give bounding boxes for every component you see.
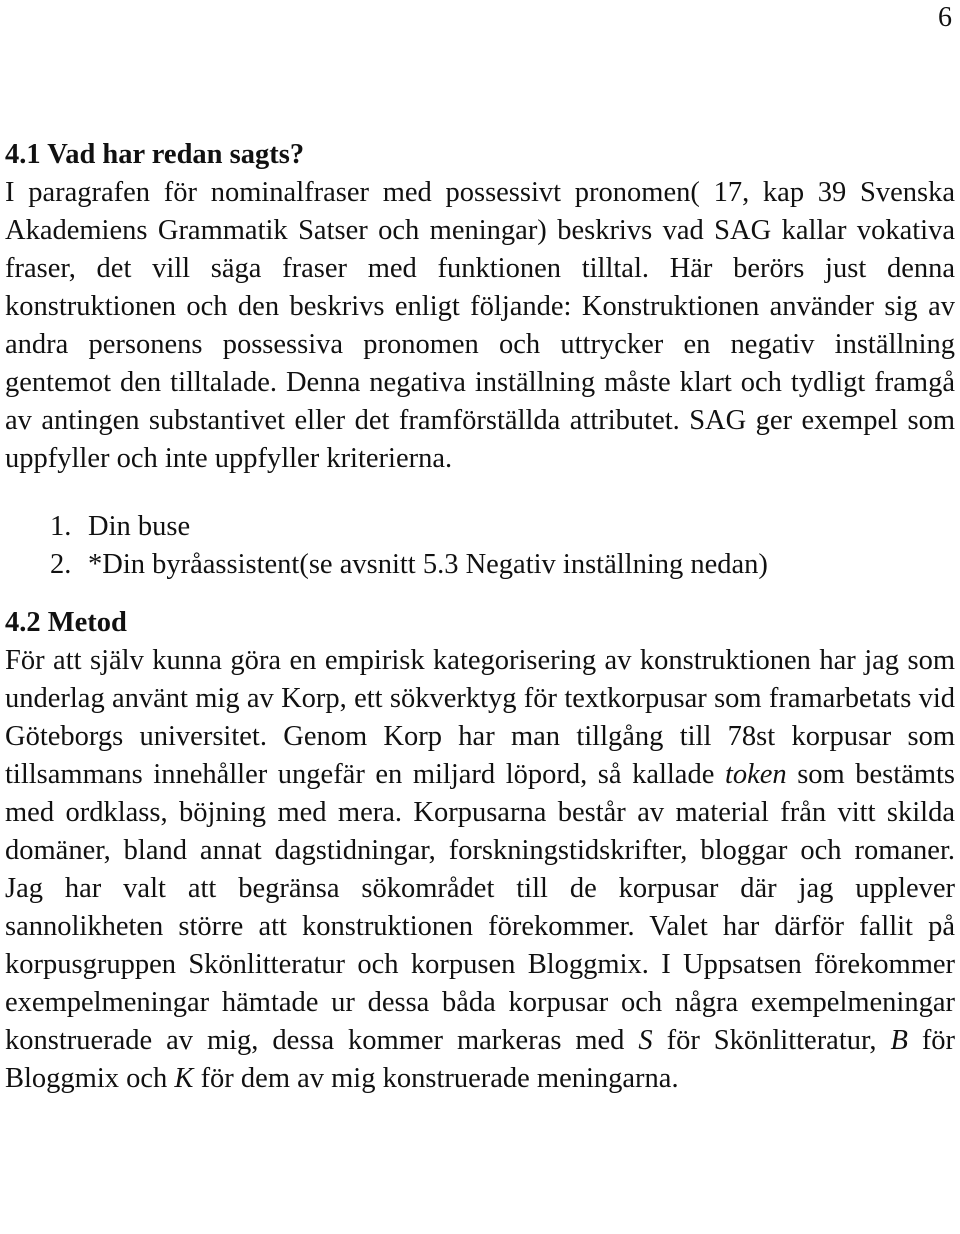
marker-letter: K [174, 1063, 194, 1094]
list-item [50, 508, 955, 546]
marker-letter: B [890, 1025, 908, 1056]
paragraph-text: För att själv kunna göra en empirisk kategorisering av konstruktionen har jag som underlag använt mig av Korp, ett sökverktyg för textkorpusar som framarbetats vid Göteborgs universitet. Genom Korp har man tillgång till 78st korpusar som tillsammans innehåller ungefär en miljard löpord, så kallade [5, 645, 955, 790]
paragraph-text: för Bloggmix och [5, 1025, 956, 1094]
section-heading: 4.2 Metod [5, 607, 127, 638]
paragraph-text: för Skönlitteratur, [666, 1025, 877, 1056]
paragraph [5, 642, 955, 1098]
paragraph-text: som bestämts med ordklass, böjning med mera. Korpusarna består av material från vitt skilda domäner, bland annat dagstidningar, forskningstidskrifter, bloggar och romaner. Jag har valt att begränsa sökområdet till de korpusar där jag upplever sannolikheten större att konstruktionen förekommer. Valet har därför fallit på korpusgruppen Skönlitteratur och korpusen Bloggmix. I Uppsatsen förekommer exempelmeningar hämtade ur dessa båda korpusar och några exempelmeningar konstruerade av mig, dessa kommer markeras med [5, 759, 956, 1056]
section-metod [5, 604, 955, 1098]
list-item-number: 2. [50, 549, 72, 580]
marker-letter: S [638, 1025, 653, 1056]
section-vad-har-redan-sagts [5, 136, 955, 584]
list-item-number: 1. [50, 511, 72, 542]
page-number: 6 [938, 2, 952, 33]
example-list [5, 508, 955, 584]
document-body [5, 136, 955, 1098]
list-item-text: Din buse [88, 511, 191, 542]
paragraph-text: för dem av mig konstruerade meningarna. [200, 1063, 679, 1094]
list-item-text: *Din byråassistent(se avsnitt 5.3 Negativ inställning nedan) [88, 549, 768, 580]
italic-term: token [724, 759, 787, 790]
list-item [50, 546, 955, 584]
section-heading: 4.1 Vad har redan sagts? [5, 139, 305, 170]
paragraph: I paragrafen för nominalfraser med possessivt pronomen( 17, kap 39 Svenska Akademiens Grammatik Satser och meningar) beskrivs vad SAG kallar vokativa fraser, det vill säga fraser med funktionen tilltal. Här berörs just denna konstruktionen och den beskrivs enligt följande: Konstruktionen använder sig av andra personens possessiva pronomen och uttrycker en negativ inställning gentemot den tilltalade. Denna negativa inställning måste klart och tydligt framgå av antingen substantivet eller det framförställda attributet. SAG ger exempel som uppfyller och inte uppfyller kriterierna. [5, 177, 955, 474]
